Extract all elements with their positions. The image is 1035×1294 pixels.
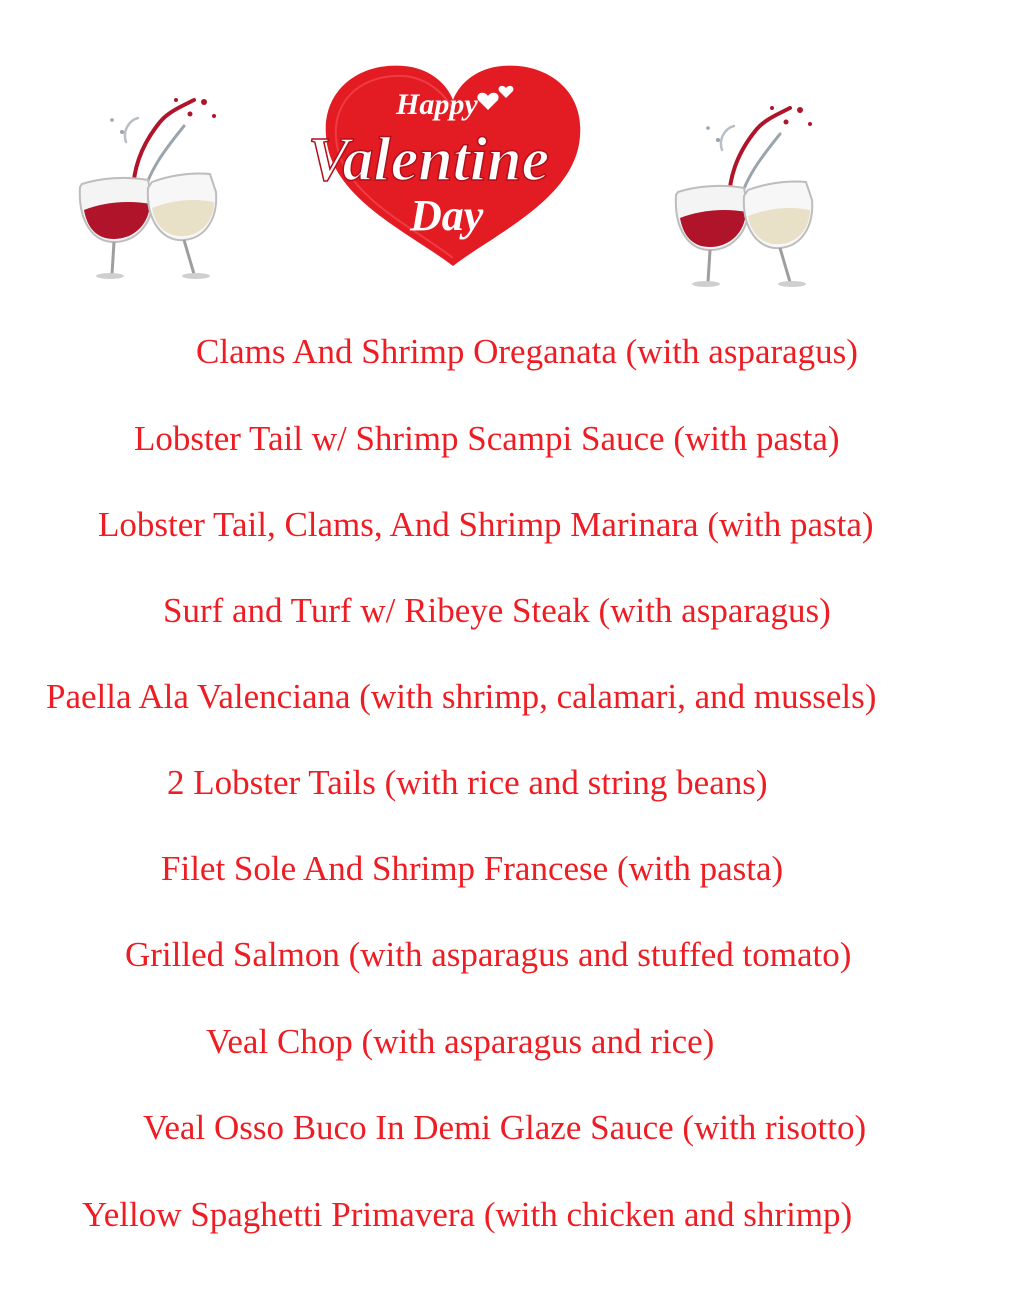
logo-happy-text: Happy <box>396 88 478 121</box>
menu-item: 2 Lobster Tails (with rice and string beans) <box>167 763 768 802</box>
menu-item: Grilled Salmon (with asparagus and stuffed tomato) <box>125 935 852 974</box>
menu-item: Paella Ala Valenciana (with shrimp, calamari, and mussels) <box>46 677 877 716</box>
menu-item: Veal Osso Buco In Demi Glaze Sauce (with risotto) <box>143 1108 867 1147</box>
menu-item: Surf and Turf w/ Ribeye Steak (with asparagus) <box>163 591 831 630</box>
menu-item: Lobster Tail w/ Shrimp Scampi Sauce (with pasta) <box>134 419 840 458</box>
wine-glasses-toast-icon <box>72 92 222 282</box>
happy-valentine-day-logo <box>300 58 606 272</box>
menu-item: Yellow Spaghetti Primavera (with chicken and shrimp) <box>82 1195 853 1234</box>
wine-glasses-toast-icon <box>668 100 818 290</box>
logo-valentine-text: Valentine <box>308 126 550 194</box>
menu-item: Lobster Tail, Clams, And Shrimp Marinara (with pasta) <box>98 505 874 544</box>
menu-item: Clams And Shrimp Oreganata (with asparagus) <box>196 332 858 371</box>
menu-item: Veal Chop (with asparagus and rice) <box>206 1022 715 1061</box>
menu-item: Filet Sole And Shrimp Francese (with pasta) <box>161 849 784 888</box>
logo-day-text: Day <box>410 191 484 240</box>
